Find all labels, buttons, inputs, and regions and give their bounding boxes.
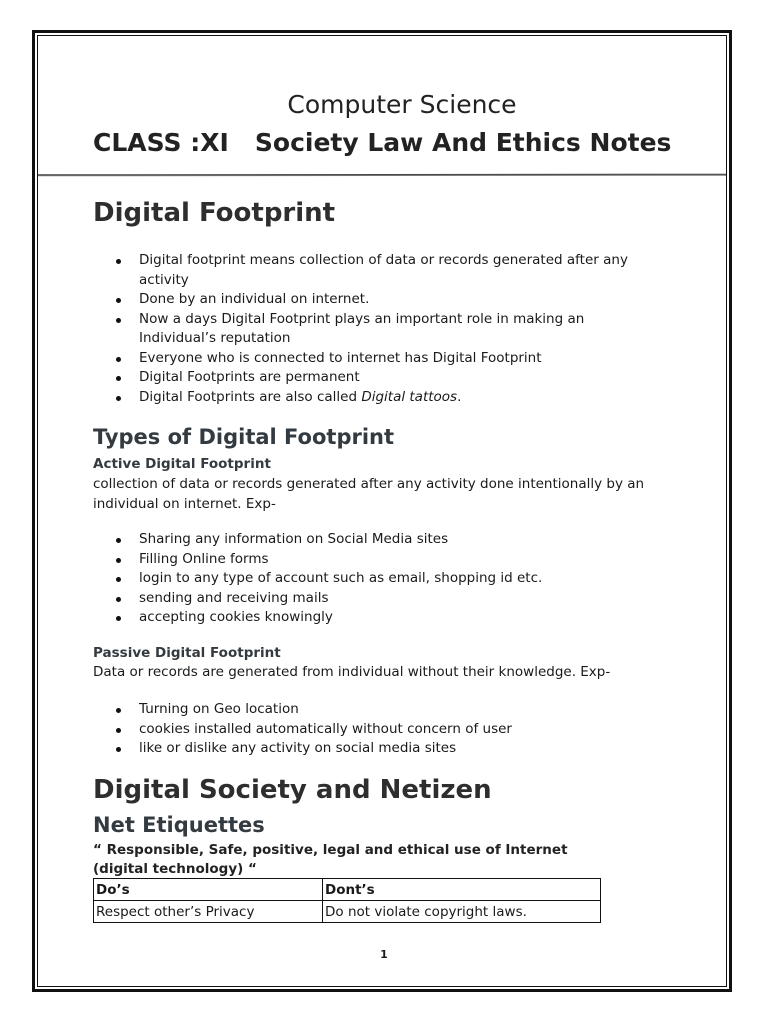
active-description: collection of data or records generated after any activity done intentionally by an individual on internet. Exp- (93, 476, 645, 512)
list-item: Now a days Digital Footprint plays an important role in making an Individual’s reputation (93, 310, 653, 349)
heading-active-footprint: Active Digital Footprint (93, 456, 271, 472)
active-examples-list (93, 530, 653, 628)
list-item-suffix: . (457, 388, 462, 405)
list-item-text: Digital Footprints are also called (139, 388, 362, 405)
list-item: accepting cookies knowingly (93, 608, 653, 628)
table-row (94, 901, 601, 923)
list-item: Digital footprint means collection of data or records generated after any activity (93, 251, 653, 290)
table-header-dos: Do’s (94, 879, 323, 901)
list-item: Filling Online forms (93, 550, 653, 570)
list-item: sending and receiving mails (93, 589, 653, 609)
heading-net-etiquettes: Net Etiquettes (93, 813, 265, 837)
heading-digital-footprint: Digital Footprint (93, 198, 336, 228)
passive-examples-list (93, 700, 653, 759)
passive-description: Data or records are generated from individual without their knowledge. Exp- (93, 664, 611, 680)
dos-donts-table (93, 878, 601, 923)
table-header-donts: Dont’s (323, 879, 601, 901)
net-etiquettes-quote: “ Responsible, Safe, positive, legal and ethical use of Internet (digital technology) “ (93, 842, 568, 877)
heading-types: Types of Digital Footprint (93, 425, 395, 449)
list-item: login to any type of account such as email, shopping id etc. (93, 569, 653, 589)
list-item: Everyone who is connected to internet has Digital Footprint (93, 349, 653, 369)
list-item: Done by an individual on internet. (93, 290, 653, 310)
table-header-row (94, 879, 601, 901)
italic-term: Digital tattoos (361, 388, 458, 405)
list-item: Turning on Geo location (93, 700, 653, 720)
table-cell: Do not violate copyright laws. (323, 901, 601, 923)
class-title: CLASS :XI Society Law And Ethics Notes (93, 128, 672, 157)
list-item: Sharing any information on Social Media sites (93, 530, 653, 550)
list-item: Digital Footprints are permanent (93, 368, 653, 388)
digital-footprint-list (93, 251, 653, 407)
subject-title: Computer Science (287, 90, 517, 119)
list-item (93, 388, 653, 408)
table-cell: Respect other’s Privacy (94, 901, 323, 923)
list-item: like or dislike any activity on social media sites (93, 739, 653, 759)
heading-digital-society: Digital Society and Netizen (93, 775, 492, 805)
page-number: 1 (380, 948, 388, 961)
heading-passive-footprint: Passive Digital Footprint (93, 645, 281, 661)
list-item: cookies installed automatically without concern of user (93, 720, 653, 740)
